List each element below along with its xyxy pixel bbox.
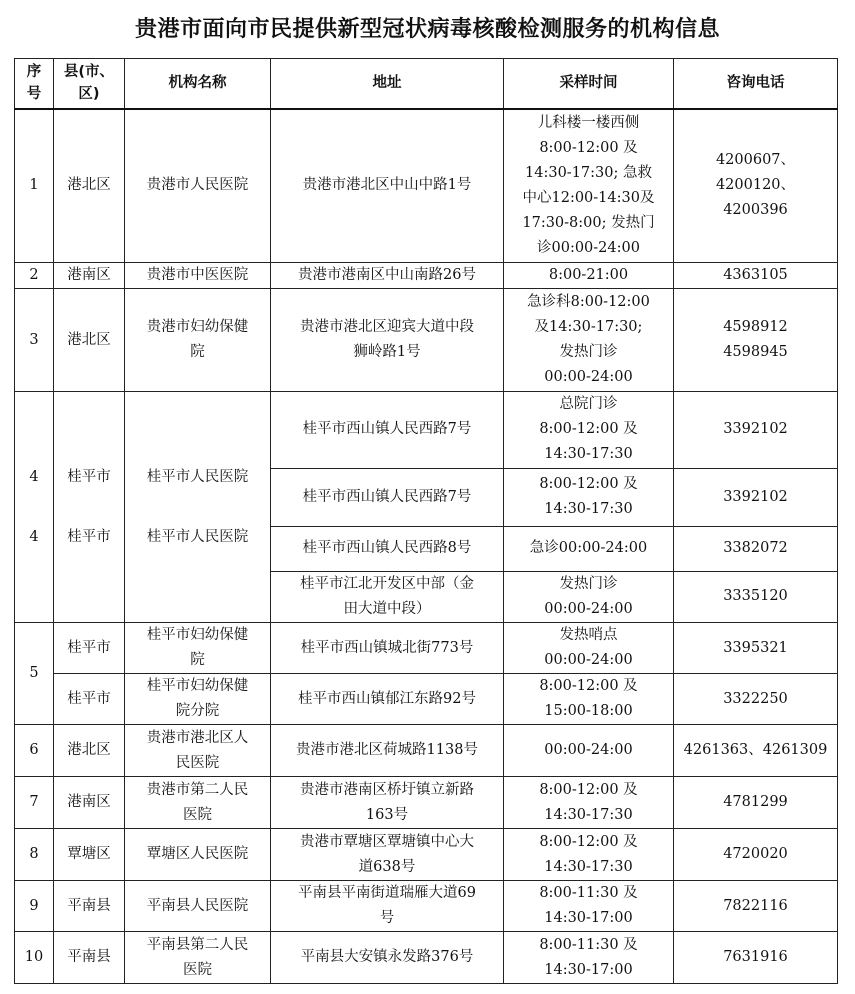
cell-phone: 3382072 <box>674 527 838 571</box>
cell-time: 00:00-24:00 <box>504 725 674 777</box>
cell-time: 急诊00:00-24:00 <box>504 527 674 571</box>
header-county: 县(市、 区) <box>54 59 125 109</box>
cell-name: 桂平市妇幼保健 院分院 <box>125 674 271 725</box>
cell-address: 桂平市江北开发区中部（金 田大道中段） <box>271 571 504 622</box>
cell-phone: 4363105 <box>674 263 838 289</box>
cell-address: 贵港市港北区迎宾大道中段 狮岭路1号 <box>271 289 504 392</box>
institution-table <box>14 58 838 984</box>
cell-name: 平南县人民医院 <box>125 881 271 932</box>
cell-county-a: 桂平市 <box>67 468 111 485</box>
table-row <box>15 289 838 392</box>
cell-time: 8:00-12:00 及 14:30-17:30 <box>504 829 674 881</box>
cell-time: 8:00-11:30 及 14:30-17:00 <box>504 881 674 932</box>
cell-phone: 7631916 <box>674 932 838 984</box>
cell-address: 贵港市覃塘区覃塘镇中心大 道638号 <box>271 829 504 881</box>
cell-time: 8:00-21:00 <box>504 263 674 289</box>
table-header-row <box>15 59 838 109</box>
cell-address: 桂平市西山镇人民西路7号 <box>271 392 504 469</box>
cell-address: 桂平市西山镇城北街773号 <box>271 623 504 674</box>
cell-county: 港北区 <box>54 109 125 263</box>
cell-county: 港南区 <box>54 777 125 829</box>
cell-time: 8:00-12:00 及 14:30-17:30 <box>504 468 674 527</box>
cell-time: 发热门诊 00:00-24:00 <box>504 571 674 622</box>
cell-time: 总院门诊 8:00-12:00 及 14:30-17:30 <box>504 392 674 469</box>
table-row <box>15 725 838 777</box>
header-no: 序 号 <box>15 59 54 109</box>
cell-name: 桂平市妇幼保健 院 <box>125 623 271 674</box>
table-row <box>15 109 838 263</box>
header-phone: 咨询电话 <box>674 59 838 109</box>
cell-name: 贵港市第二人民 医院 <box>125 777 271 829</box>
cell-county: 港南区 <box>54 263 125 289</box>
cell-address: 桂平市西山镇人民西路7号 <box>271 468 504 527</box>
cell-phone: 4200607、4200120、 4200396 <box>674 109 838 263</box>
table-row <box>15 674 838 725</box>
cell-phone: 4261363、4261309 <box>674 725 838 777</box>
cell-address: 桂平市西山镇人民西路8号 <box>271 527 504 571</box>
cell-address: 贵港市港南区中山南路26号 <box>271 263 504 289</box>
cell-no: 3 <box>15 289 54 392</box>
cell-phone: 4598912 4598945 <box>674 289 838 392</box>
cell-no: 10 <box>15 932 54 984</box>
header-address: 地址 <box>271 59 504 109</box>
cell-no: 5 <box>15 623 54 725</box>
cell-county: 平南县 <box>54 932 125 984</box>
cell-phone: 3335120 <box>674 571 838 622</box>
cell-name: 平南县第二人民 医院 <box>125 932 271 984</box>
cell-address: 平南县大安镇永发路376号 <box>271 932 504 984</box>
cell-name <box>125 392 271 623</box>
cell-address: 贵港市港北区中山中路1号 <box>271 109 504 263</box>
cell-county: 覃塘区 <box>54 829 125 881</box>
cell-name: 贵港市人民医院 <box>125 109 271 263</box>
cell-name: 贵港市中医医院 <box>125 263 271 289</box>
cell-name: 覃塘区人民医院 <box>125 829 271 881</box>
cell-no-a: 4 <box>29 468 39 485</box>
cell-no-b: 4 <box>29 528 39 545</box>
cell-phone: 3392102 <box>674 392 838 469</box>
cell-no: 7 <box>15 777 54 829</box>
cell-time: 8:00-12:00 及 15:00-18:00 <box>504 674 674 725</box>
cell-address: 贵港市港北区荷城路1138号 <box>271 725 504 777</box>
cell-phone: 7822116 <box>674 881 838 932</box>
table-row <box>15 932 838 984</box>
cell-county: 桂平市 <box>54 674 125 725</box>
cell-phone: 3392102 <box>674 468 838 527</box>
table-row <box>15 829 838 881</box>
cell-address: 桂平市西山镇郁江东路92号 <box>271 674 504 725</box>
cell-county: 港北区 <box>54 289 125 392</box>
table-row <box>15 777 838 829</box>
cell-time: 急诊科8:00-12:00 及14:30-17:30; 发热门诊 00:00-24:00 <box>504 289 674 392</box>
cell-county: 桂平市 <box>54 623 125 674</box>
header-name: 机构名称 <box>125 59 271 109</box>
cell-no: 6 <box>15 725 54 777</box>
cell-no: 9 <box>15 881 54 932</box>
header-time: 采样时间 <box>504 59 674 109</box>
cell-county <box>54 392 125 623</box>
cell-phone: 3322250 <box>674 674 838 725</box>
cell-phone: 4781299 <box>674 777 838 829</box>
cell-county: 港北区 <box>54 725 125 777</box>
cell-name-b: 桂平市人民医院 <box>146 528 249 545</box>
cell-time: 8:00-11:30 及 14:30-17:00 <box>504 932 674 984</box>
cell-county-b: 桂平市 <box>67 528 111 545</box>
cell-no: 2 <box>15 263 54 289</box>
cell-time: 儿科楼一楼西侧 8:00-12:00 及 14:30-17:30; 急救 中心12:00-14:30及 17:30-8:00; 发热门 诊00:00-24:00 <box>504 109 674 263</box>
cell-address: 平南县平南街道瑞雁大道69 号 <box>271 881 504 932</box>
cell-phone: 3395321 <box>674 623 838 674</box>
cell-address: 贵港市港南区桥圩镇立新路 163号 <box>271 777 504 829</box>
page-title: 贵港市面向市民提供新型冠状病毒核酸检测服务的机构信息 <box>134 17 720 42</box>
cell-no: 1 <box>15 109 54 263</box>
cell-name-a: 桂平市人民医院 <box>146 468 249 485</box>
table-row <box>15 623 838 674</box>
cell-name: 贵港市港北区人 民医院 <box>125 725 271 777</box>
table-row <box>15 881 838 932</box>
cell-name: 贵港市妇幼保健 院 <box>125 289 271 392</box>
cell-time: 发热哨点 00:00-24:00 <box>504 623 674 674</box>
cell-county: 平南县 <box>54 881 125 932</box>
cell-no <box>15 392 54 623</box>
table-row <box>15 263 838 289</box>
cell-time: 8:00-12:00 及 14:30-17:30 <box>504 777 674 829</box>
table-row <box>15 392 838 469</box>
cell-no: 8 <box>15 829 54 881</box>
cell-phone: 4720020 <box>674 829 838 881</box>
